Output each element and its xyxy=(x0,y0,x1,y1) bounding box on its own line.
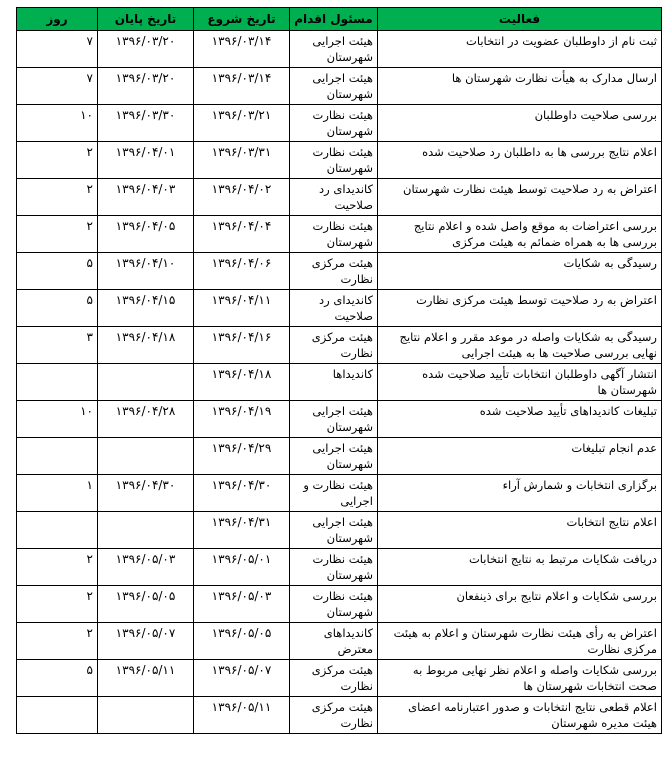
cell-days xyxy=(17,364,98,401)
cell-responsible: کاندیدای رد صلاحیت xyxy=(290,290,378,327)
cell-end-date xyxy=(98,364,194,401)
header-start-date: تاریخ شروع xyxy=(194,8,290,31)
cell-activity: تبلیغات کاندیداهای تأیید صلاحیت شده xyxy=(378,401,662,438)
table-row xyxy=(17,327,662,364)
cell-activity: اعلام نتایج بررسی ها به داطلبان رد صلاحیت شده xyxy=(378,142,662,179)
cell-end-date: ۱۳۹۶/۰۳/۳۰ xyxy=(98,105,194,142)
cell-responsible: هیئت اجرایی شهرستان xyxy=(290,68,378,105)
cell-end-date: ۱۳۹۶/۰۴/۱۸ xyxy=(98,327,194,364)
cell-responsible: هیئت اجرایی شهرستان xyxy=(290,438,378,475)
cell-activity: رسیدگی به شکایات واصله در موعد مقرر و اعلام نتایج نهایی بررسی صلاحیت ها به هیئت اجرایی xyxy=(378,327,662,364)
cell-days: ۱۰ xyxy=(17,401,98,438)
table-row xyxy=(17,697,662,734)
cell-days: ۲ xyxy=(17,142,98,179)
cell-days: ۵ xyxy=(17,290,98,327)
cell-days: ۲ xyxy=(17,216,98,253)
cell-end-date: ۱۳۹۶/۰۳/۲۰ xyxy=(98,68,194,105)
cell-responsible: هیئت نظارت شهرستان xyxy=(290,105,378,142)
cell-activity: اعتراض به رد صلاحیت توسط هیئت مرکزی نظارت xyxy=(378,290,662,327)
header-end-date: تاریخ پایان xyxy=(98,8,194,31)
cell-responsible: هیئت اجرایی شهرستان xyxy=(290,31,378,68)
cell-activity: برگزاری انتخابات و شمارش آراء xyxy=(378,475,662,512)
cell-days xyxy=(17,438,98,475)
table-row xyxy=(17,290,662,327)
cell-responsible: هیئت نظارت شهرستان xyxy=(290,549,378,586)
cell-responsible: کاندیدای رد صلاحیت xyxy=(290,179,378,216)
cell-responsible: هیئت مرکزی نظارت xyxy=(290,253,378,290)
cell-days: ۲ xyxy=(17,586,98,623)
header-responsible: مسئول اقدام xyxy=(290,8,378,31)
table-row xyxy=(17,549,662,586)
table-row xyxy=(17,105,662,142)
table-row xyxy=(17,216,662,253)
cell-activity: بررسی شکایات و اعلام نتایج برای ذینفعان xyxy=(378,586,662,623)
table-row xyxy=(17,512,662,549)
cell-activity: بررسی صلاحیت داوطلبان xyxy=(378,105,662,142)
cell-responsible: هیئت مرکزی نظارت xyxy=(290,660,378,697)
cell-start-date: ۱۳۹۶/۰۵/۰۳ xyxy=(194,586,290,623)
cell-days: ۵ xyxy=(17,253,98,290)
cell-responsible: هیئت اجرایی شهرستان xyxy=(290,512,378,549)
table-header-row xyxy=(17,8,662,31)
cell-responsible: هیئت نظارت شهرستان xyxy=(290,216,378,253)
cell-end-date: ۱۳۹۶/۰۴/۳۰ xyxy=(98,475,194,512)
table-row xyxy=(17,364,662,401)
cell-responsible: هیئت مرکزی نظارت xyxy=(290,327,378,364)
cell-end-date: ۱۳۹۶/۰۵/۰۵ xyxy=(98,586,194,623)
cell-responsible: هیئت اجرایی شهرستان xyxy=(290,401,378,438)
cell-activity: انتشار آگهی داوطلبان انتخابات تأیید صلاحیت شده شهرستان ها xyxy=(378,364,662,401)
table-row xyxy=(17,31,662,68)
cell-activity: اعلام قطعی نتایج انتخابات و صدور اعتبارنامه اعضای هیئت مدیره شهرستان xyxy=(378,697,662,734)
table-row xyxy=(17,253,662,290)
cell-activity: ارسال مدارک به هیأت نظارت شهرستان ها xyxy=(378,68,662,105)
cell-days xyxy=(17,512,98,549)
cell-activity: رسیدگی به شکایات xyxy=(378,253,662,290)
cell-start-date: ۱۳۹۶/۰۵/۱۱ xyxy=(194,697,290,734)
cell-days: ۲ xyxy=(17,179,98,216)
cell-responsible: هیئت مرکزی نظارت xyxy=(290,697,378,734)
cell-activity: اعتراض به رأی هیئت نظارت شهرستان و اعلام به هیئت مرکزی نظارت xyxy=(378,623,662,660)
cell-activity: ثبت نام از داوطلبان عضویت در انتخابات xyxy=(378,31,662,68)
cell-start-date: ۱۳۹۶/۰۴/۳۱ xyxy=(194,512,290,549)
cell-end-date: ۱۳۹۶/۰۵/۰۳ xyxy=(98,549,194,586)
cell-start-date: ۱۳۹۶/۰۴/۱۱ xyxy=(194,290,290,327)
cell-days: ۱۰ xyxy=(17,105,98,142)
cell-responsible: هیئت نظارت شهرستان xyxy=(290,586,378,623)
cell-end-date xyxy=(98,697,194,734)
cell-days: ۵ xyxy=(17,660,98,697)
cell-end-date: ۱۳۹۶/۰۵/۱۱ xyxy=(98,660,194,697)
header-days: روز xyxy=(17,8,98,31)
cell-end-date: ۱۳۹۶/۰۴/۰۵ xyxy=(98,216,194,253)
cell-end-date xyxy=(98,512,194,549)
cell-activity: بررسی اعتراضات به موقع واصل شده و اعلام نتایج بررسی ها به همراه ضمائم به هیئت مرکزی xyxy=(378,216,662,253)
cell-responsible: هیئت نظارت شهرستان xyxy=(290,142,378,179)
cell-days: ۳ xyxy=(17,327,98,364)
cell-days: ۱ xyxy=(17,475,98,512)
cell-responsible: هیئت نظارت و اجرایی xyxy=(290,475,378,512)
cell-end-date: ۱۳۹۶/۰۴/۱۵ xyxy=(98,290,194,327)
table-row xyxy=(17,401,662,438)
cell-days: ۲ xyxy=(17,623,98,660)
cell-end-date xyxy=(98,438,194,475)
table-row xyxy=(17,142,662,179)
table-row xyxy=(17,586,662,623)
table-row xyxy=(17,660,662,697)
cell-start-date: ۱۳۹۶/۰۴/۲۹ xyxy=(194,438,290,475)
cell-start-date: ۱۳۹۶/۰۳/۲۱ xyxy=(194,105,290,142)
cell-start-date: ۱۳۹۶/۰۴/۱۶ xyxy=(194,327,290,364)
cell-start-date: ۱۳۹۶/۰۴/۱۸ xyxy=(194,364,290,401)
cell-days xyxy=(17,697,98,734)
cell-start-date: ۱۳۹۶/۰۵/۰۱ xyxy=(194,549,290,586)
cell-activity: دریافت شکایات مرتبط به نتایج انتخابات xyxy=(378,549,662,586)
election-schedule-table xyxy=(16,7,662,734)
table-row xyxy=(17,68,662,105)
cell-end-date: ۱۳۹۶/۰۴/۱۰ xyxy=(98,253,194,290)
cell-activity: بررسی شکایات واصله و اعلام نظر نهایی مربوط به صحت انتخابات شهرستان ها xyxy=(378,660,662,697)
table-row xyxy=(17,475,662,512)
cell-start-date: ۱۳۹۶/۰۳/۳۱ xyxy=(194,142,290,179)
cell-start-date: ۱۳۹۶/۰۴/۰۶ xyxy=(194,253,290,290)
cell-start-date: ۱۳۹۶/۰۴/۰۲ xyxy=(194,179,290,216)
cell-days: ۲ xyxy=(17,549,98,586)
cell-start-date: ۱۳۹۶/۰۴/۰۴ xyxy=(194,216,290,253)
cell-days: ۷ xyxy=(17,31,98,68)
table-row xyxy=(17,623,662,660)
cell-start-date: ۱۳۹۶/۰۴/۳۰ xyxy=(194,475,290,512)
cell-responsible: کاندیداهای معترض xyxy=(290,623,378,660)
schedule-table-container xyxy=(16,7,661,734)
cell-end-date: ۱۳۹۶/۰۴/۰۳ xyxy=(98,179,194,216)
header-activity: فعالیت xyxy=(378,8,662,31)
cell-start-date: ۱۳۹۶/۰۴/۱۹ xyxy=(194,401,290,438)
cell-end-date: ۱۳۹۶/۰۴/۲۸ xyxy=(98,401,194,438)
cell-activity: اعتراض به رد صلاحیت توسط هیئت نظارت شهرستان xyxy=(378,179,662,216)
cell-days: ۷ xyxy=(17,68,98,105)
cell-start-date: ۱۳۹۶/۰۳/۱۴ xyxy=(194,68,290,105)
cell-start-date: ۱۳۹۶/۰۵/۰۷ xyxy=(194,660,290,697)
table-row xyxy=(17,438,662,475)
cell-activity: عدم انجام تبلیغات xyxy=(378,438,662,475)
cell-start-date: ۱۳۹۶/۰۵/۰۵ xyxy=(194,623,290,660)
cell-end-date: ۱۳۹۶/۰۴/۰۱ xyxy=(98,142,194,179)
cell-responsible: کاندیداها xyxy=(290,364,378,401)
cell-end-date: ۱۳۹۶/۰۳/۲۰ xyxy=(98,31,194,68)
cell-start-date: ۱۳۹۶/۰۳/۱۴ xyxy=(194,31,290,68)
cell-activity: اعلام نتایج انتخابات xyxy=(378,512,662,549)
cell-end-date: ۱۳۹۶/۰۵/۰۷ xyxy=(98,623,194,660)
table-row xyxy=(17,179,662,216)
